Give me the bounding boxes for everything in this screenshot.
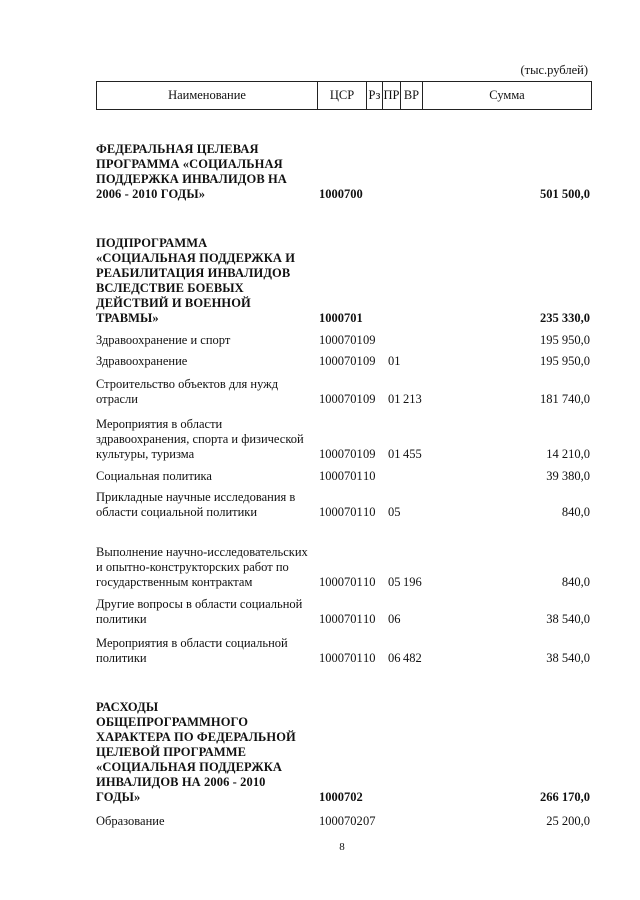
row-sum: 195 950,0 [540,354,590,368]
units-label: (тыс.рублей) [520,63,588,77]
column-header-table [96,81,592,110]
table-row [96,332,590,348]
row-sum: 266 170,0 [540,790,590,804]
row-rz: 09 [363,354,376,368]
header-vr: ВР [401,82,423,110]
row-csr: 1000701 [319,505,363,519]
row-pr: 01 [388,392,401,406]
row-rz: 10 [363,505,376,519]
row-csr: 1000700 [319,187,363,201]
header-pr: ПР [383,82,401,110]
row-pr: 06 [388,651,401,665]
table-row [96,490,590,520]
row-csr: 1000702 [319,814,363,828]
row-pr: 01 [388,447,401,461]
table-row [96,813,590,829]
row-name: ФЕДЕРАЛЬНАЯ ЦЕЛЕВАЯ ПРОГРАММА «СОЦИАЛЬНАЯ ПОДДЕРЖКА ИНВАЛИДОВ НА 2006 - 2010 ГОДЫ» [96,142,287,201]
table-row [96,468,590,484]
table-row [96,232,590,326]
row-name: Образование [96,814,165,828]
row-sum: 25 200,0 [546,814,590,828]
row-sum: 195 950,0 [540,333,590,347]
row-sum: 38 540,0 [546,651,590,665]
row-pr: 06 [388,612,401,626]
row-name: Строительство объектов для нужд отрасли [96,377,279,406]
row-rz: 10 [363,651,376,665]
row-name: Здравоохранение и спорт [96,333,231,347]
row-csr: 1000701 [319,575,363,589]
row-name: Прикладные научные исследования в области социальной политики [96,490,296,519]
header-sum: Сумма [423,82,592,110]
row-sum: 840,0 [561,575,590,589]
row-sum: 38 540,0 [546,612,590,626]
header-rz: Рз [367,82,383,110]
row-name: Здравоохранение [96,354,188,368]
row-vr: 455 [403,447,422,461]
row-csr: 1000701 [319,354,363,368]
row-name: РАСХОДЫ ОБЩЕПРОГРАММНОГО ХАРАКТЕРА ПО ФЕДЕРАЛЬНОЙ ЦЕЛЕВОЙ ПРОГРАММЕ «СОЦИАЛЬНАЯ ПОДДЕРЖКА ИНВАЛИДОВ НА 2006 - 2010 ГОДЫ» [96,700,296,804]
row-rz: 10 [363,469,376,483]
row-name: Мероприятия в области социальной политики [96,636,288,665]
row-pr: 05 [388,505,401,519]
row-pr: 05 [388,575,401,589]
row-vr: 213 [403,392,422,406]
row-rz: 10 [363,575,376,589]
row-name: ПОДПРОГРАММА «СОЦИАЛЬНАЯ ПОДДЕРЖКА И РЕАБИЛИТАЦИЯ ИНВАЛИДОВ ВСЛЕДСТВИЕ БОЕВЫХ ДЕЙСТВИЙ И ВОЕННОЙ ТРАВМЫ» [96,236,296,325]
row-csr: 1000701 [319,612,363,626]
table-row [96,414,590,462]
row-vr: 482 [403,651,422,665]
header-csr: ЦСР [318,82,367,110]
row-csr: 1000701 [319,469,363,483]
row-csr: 1000701 [319,392,363,406]
row-name: Выполнение научно-исследовательских и опытно-конструкторских работ по государственным контрактам [96,545,308,589]
page-number: 8 [339,841,345,853]
row-rz: 09 [363,392,376,406]
row-name: Социальная политика [96,469,212,483]
header-name: Наименование [97,82,318,110]
row-csr: 1000701 [319,651,363,665]
row-csr: 1000701 [319,311,363,325]
row-sum: 39 380,0 [546,469,590,483]
table-row [96,692,590,805]
row-csr: 1000702 [319,790,363,804]
row-rz: 09 [363,447,376,461]
row-csr: 1000701 [319,333,363,347]
table-row [96,597,590,627]
table-row [96,353,590,369]
row-sum: 14 210,0 [546,447,590,461]
table-row [96,139,590,202]
table-row [96,634,590,666]
row-sum: 235 330,0 [540,311,590,325]
row-csr: 1000701 [319,447,363,461]
row-sum: 181 740,0 [540,392,590,406]
row-sum: 501 500,0 [540,187,590,201]
row-rz: 09 [363,333,376,347]
row-name: Другие вопросы в области социальной политики [96,597,303,626]
table-row [96,377,590,407]
row-sum: 840,0 [561,505,590,519]
row-name: Мероприятия в области здравоохранения, спорта и физической культуры, туризма [96,417,304,461]
row-rz: 10 [363,612,376,626]
row-rz: 07 [363,814,376,828]
row-pr: 01 [388,354,401,368]
row-vr: 196 [403,575,422,589]
table-row [96,527,590,590]
